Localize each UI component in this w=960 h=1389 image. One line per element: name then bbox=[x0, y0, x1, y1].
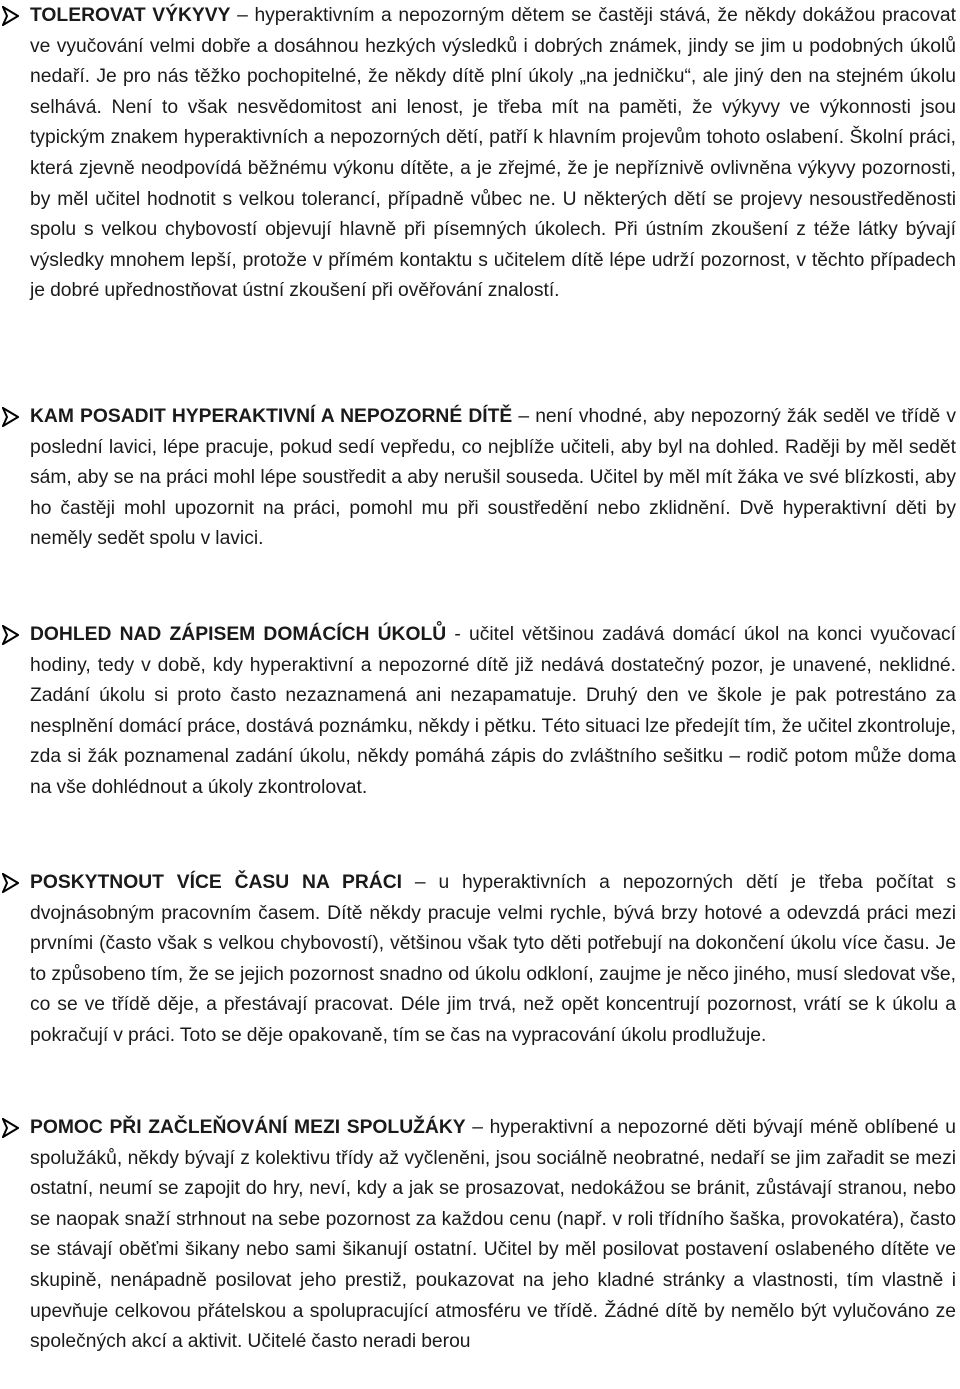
heading-separator: - bbox=[446, 624, 469, 645]
paragraph bbox=[30, 620, 956, 804]
paragraph bbox=[30, 402, 956, 555]
heading-separator: – bbox=[465, 1117, 490, 1138]
heading-separator: – bbox=[230, 5, 255, 26]
section-heading: KAM POSADIT HYPERAKTIVNÍ A NEPOZORNÉ DÍTĚ bbox=[30, 406, 513, 427]
heading-separator: – bbox=[402, 872, 439, 893]
arrowhead-bullet-icon bbox=[2, 407, 19, 427]
section-body: u hyperaktivních a nepozorných dětí je třeba počítat s dvojnásobným pracovním časem. Dítě někdy pracuje velmi rychle, bývá brzy hotové a odevzdá práci mezi prvními (často však s velkou chybovostí), většinou však tyto děti potřebují na dokončení úkolu více času. Je to způsobeno tím, že se jejich pozornost snadno od úkolu odkloní, zaujme je něco jiného, musí sledovat vše, co se ve třídě děje, a přestávají pracovat. Déle jim trvá, než opět koncentrují pozornost, vrátí se k úkolu a pokračují v práci. Toto se děje opakovaně, tím se čas na vypracování úkolu prodlužuje. bbox=[30, 872, 956, 1046]
arrowhead-bullet-icon bbox=[2, 1118, 19, 1138]
section-body: není vhodné, aby nepozorný žák seděl ve třídě v poslední lavici, lépe pracuje, pokud sedí vepředu, co nejblíže učiteli, aby byl na dohled. Raději by měl sedět sám, aby se na práci mohl lépe soustředit a aby nerušil souseda. Učitel by měl mít žáka ve své blízkosti, aby ho častěji mohl upozornit na práci, pomohl mu při soustředění nebo zklidnění. Dvě hyperaktivní děti by neměly sedět spolu v lavici. bbox=[30, 406, 956, 550]
arrowhead-bullet-icon bbox=[2, 873, 19, 893]
arrowhead-bullet-icon bbox=[2, 625, 19, 645]
section-heading: TOLEROVAT VÝKYVY bbox=[30, 5, 231, 26]
arrowhead-bullet-icon bbox=[2, 6, 19, 26]
paragraph bbox=[30, 1, 956, 307]
section-body: hyperaktivní a nepozorné děti bývají méně oblíbené u spolužáků, někdy bývají z kolektivu třídy až vyčleněni, jsou sociálně neobratné, nedaří se jim zařadit se mezi ostatní, neumí se zapojit do hry, neví, kdy a jak se prosazovat, nedokážou se bránit, zůstávají stranou, nebo se naopak snaží strhnout na sebe pozornost za každou cenu (např. v roli třídního šaška, provokatéra), často se stávají oběťmi šikany nebo sami šikanují ostatní. Učitel by měl posilovat postavení oslabeného dítěte ve skupině, nenápadně posilovat jeho prestiž, poukazovat na jeho kladné stránky a vlastnosti, tím vlastně i upevňuje celkovou přátelskou a spolupracující atmosféru ve třídě. Žádné dítě by nemělo být vylučováno ze společných akcí a aktivit. Učitelé často neradi berou bbox=[30, 1117, 956, 1353]
section-body: hyperaktivním a nepozorným dětem se častěji stává, že někdy dokážou pracovat ve vyučování velmi dobře a dosáhnou hezkých výsledků i dobrých známek, jindy se jim u podobných úkolů nedaří. Je pro nás těžko pochopitelné, že někdy dítě plní úkoly „na jedničku“, ale jiný den na stejném úkolu selhává. Není to však nesvědomitost ani lenost, je třeba mít na paměti, že výkyvy ve výkonnosti jsou typickým znakem hyperaktivních a nepozorných dětí, patří k hlavním projevům tohoto oslabení. Školní práci, která zjevně neodpovídá běžnému výkonu dítěte, a je zřejmé, že je nepříznivě ovlivněna výkyvy pozornosti, by měl učitel hodnotit s velkou tolerancí, případně vůbec ne. U některých dětí se projevy nesoustředěnosti spolu s velkou chybovostí objevují hlavně při písemných úkolech. Při ústním zkoušení z téže látky bývají výsledky mnohem lepší, protože v přímém kontaktu s učitelem dítě lépe udrží pozornost, v těchto případech je dobré upřednostňovat ústní zkoušení při ověřování znalostí. bbox=[30, 5, 956, 302]
heading-separator: – bbox=[512, 406, 536, 427]
paragraph bbox=[30, 868, 956, 1052]
section-heading: POMOC PŘI ZAČLEŇOVÁNÍ MEZI SPOLUŽÁKY bbox=[30, 1117, 466, 1138]
section-body: učitel většinou zadává domácí úkol na konci vyučovací hodiny, tedy v době, kdy hyperaktivní a nepozorné dítě již nedává dostatečný pozor, je unavené, neklidné. Zadání úkolu si proto často nezaznamená ani nezapamatuje. Druhý den ve škole je pak potrestáno za nesplnění domácí práce, dostává poznámku, někdy i pětku. Této situaci lze předejít tím, že učitel zkontroluje, zda si žák poznamenal zadání úkolu, někdy pomáhá zápis do zvláštního sešitku – rodič potom může doma na vše dohlédnout a úkoly zkontrolovat. bbox=[30, 624, 956, 798]
paragraph bbox=[30, 1113, 956, 1358]
section-heading: POSKYTNOUT VÍCE ČASU NA PRÁCI bbox=[30, 872, 403, 893]
section-heading: DOHLED NAD ZÁPISEM DOMÁCÍCH ÚKOLŮ bbox=[30, 624, 447, 645]
